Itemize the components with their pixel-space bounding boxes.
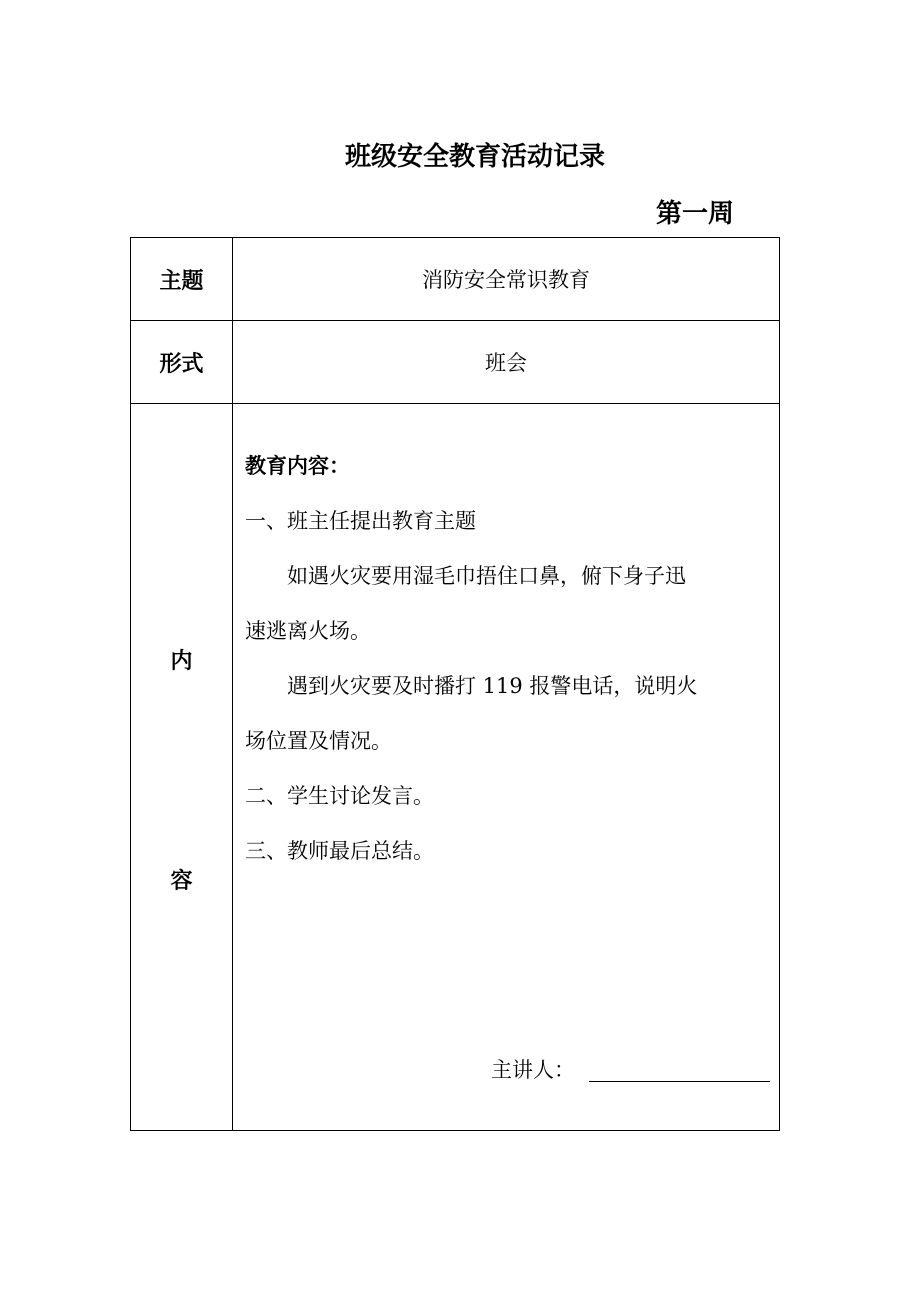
- content-line-3: 速逃离火场。: [245, 619, 371, 643]
- speaker-signature-line: [589, 1081, 770, 1082]
- topic-row: [131, 238, 780, 321]
- content-line-4: 遇到火灾要及时播打 119 报警电话，说明火: [245, 674, 698, 698]
- activity-record-table: [130, 237, 780, 1131]
- content-line-6: 二、学生讨论发言。: [245, 784, 434, 808]
- content-label-cell: [131, 404, 233, 1131]
- form-label: 形式: [131, 321, 233, 404]
- topic-label: 主题: [131, 238, 233, 321]
- week-label: 第一周: [656, 199, 735, 229]
- content-line-1: 一、班主任提出教育主题: [245, 509, 476, 533]
- content-row: [131, 404, 780, 1131]
- content-body-cell: [233, 404, 780, 1131]
- content-label-char-2: 容: [170, 869, 193, 894]
- speaker-label: 主讲人：: [491, 1058, 575, 1082]
- content-line-2: 如遇火灾要用湿毛巾捂住口鼻，俯下身子迅: [245, 564, 686, 588]
- document-title: 班级安全教育活动记录: [344, 142, 605, 172]
- content-line-5: 场位置及情况。: [245, 729, 392, 753]
- content-line-7: 三、教师最后总结。: [245, 839, 434, 863]
- form-value: 班会: [233, 321, 780, 404]
- form-row: [131, 321, 780, 404]
- topic-value: 消防安全常识教育: [233, 238, 780, 321]
- content-label-char-1: 内: [170, 649, 193, 674]
- content-heading: 教育内容：: [245, 454, 350, 478]
